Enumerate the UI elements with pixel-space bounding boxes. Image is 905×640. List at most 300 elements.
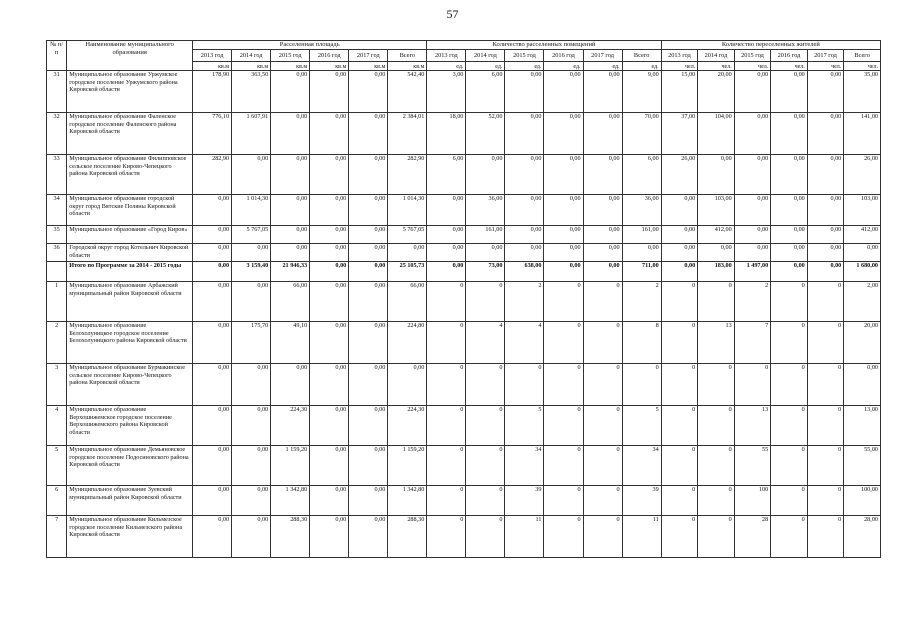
area-cell: 0,00 [310, 226, 349, 244]
header-unit-area: кв.м [310, 62, 349, 71]
residents-cell: 0 [807, 486, 844, 516]
area-cell: 224,30 [388, 406, 427, 446]
rooms-cell: 0,00 [583, 262, 622, 282]
area-cell: 0,00 [349, 406, 388, 446]
rooms-cell: 39 [622, 486, 661, 516]
area-cell: 0,00 [349, 155, 388, 195]
rooms-cell: 0,00 [583, 155, 622, 195]
header-year-rooms: 2014 год [466, 50, 505, 62]
rooms-cell: 638,00 [505, 262, 544, 282]
rooms-cell: 161,00 [622, 226, 661, 244]
residents-cell: 0 [771, 516, 808, 558]
residents-cell: 0 [771, 282, 808, 322]
municipality-name: Муниципальное образование Верхошижемское городское поселение Верхошижемского района Кировской области [67, 406, 193, 446]
area-cell: 1 159,20 [388, 446, 427, 486]
area-cell: 0,00 [193, 322, 232, 364]
rooms-cell: 0,00 [505, 113, 544, 155]
rooms-cell: 0,00 [583, 226, 622, 244]
area-cell: 0,00 [271, 155, 310, 195]
row-number: 34 [47, 195, 67, 226]
header-unit-residents: чел. [771, 62, 808, 71]
rooms-cell: 0 [427, 364, 466, 406]
header-year-area: 2013 год [193, 50, 232, 62]
area-cell: 0,00 [388, 244, 427, 262]
area-cell: 0,00 [349, 262, 388, 282]
residents-cell: 0,00 [771, 155, 808, 195]
area-cell: 0,00 [193, 406, 232, 446]
page-number: 57 [446, 7, 459, 21]
header-year-area: 2017 год [349, 50, 388, 62]
residents-cell: 0,00 [807, 71, 844, 113]
rooms-cell: 4 [466, 322, 505, 364]
table-row [47, 282, 881, 322]
municipality-name: Муниципальное образование Кильмезское городское поселение Кильмезского района Кировской области [67, 516, 193, 558]
rooms-cell: 0 [427, 322, 466, 364]
residents-cell: 412,00 [844, 226, 881, 244]
area-cell: 0,00 [349, 71, 388, 113]
rooms-cell: 0,00 [427, 262, 466, 282]
residents-cell: 100 [734, 486, 771, 516]
table-row [47, 406, 881, 446]
rooms-cell: 0 [505, 364, 544, 406]
rooms-cell: 0 [427, 446, 466, 486]
header-year-rooms: 2013 год [427, 50, 466, 62]
rooms-cell: 0,00 [622, 244, 661, 262]
header-unit-area: кв.м [349, 62, 388, 71]
area-cell: 0,00 [271, 244, 310, 262]
residents-cell: 15,00 [661, 71, 698, 113]
residents-cell: 13 [698, 322, 735, 364]
rooms-cell: 0 [427, 516, 466, 558]
table-row [47, 322, 881, 364]
area-cell: 542,40 [388, 71, 427, 113]
residents-cell: 0,00 [734, 244, 771, 262]
table-row [47, 244, 881, 262]
area-cell: 0,00 [310, 446, 349, 486]
area-cell: 0,00 [349, 364, 388, 406]
area-cell: 175,70 [232, 322, 271, 364]
residents-cell: 0,00 [771, 113, 808, 155]
header-area: Расселенная площадь [193, 41, 427, 50]
municipality-name: Муниципальное образование городской округ город Вятские Поляны Кировской области [67, 195, 193, 226]
row-number: 5 [47, 446, 67, 486]
residents-cell: 0,00 [771, 262, 808, 282]
rooms-cell: 0,00 [544, 71, 583, 113]
residents-cell: 55,00 [844, 446, 881, 486]
area-cell: 0,00 [193, 486, 232, 516]
residents-cell: 13 [734, 406, 771, 446]
area-cell: 0,00 [310, 516, 349, 558]
area-cell: 0,00 [232, 446, 271, 486]
rooms-cell: 0,00 [544, 244, 583, 262]
residents-cell: 0 [698, 446, 735, 486]
residents-cell: 0 [661, 486, 698, 516]
rooms-cell: 0,00 [544, 113, 583, 155]
rooms-cell: 711,00 [622, 262, 661, 282]
table-row [47, 71, 881, 113]
rooms-cell: 0,00 [583, 113, 622, 155]
municipality-name: Муниципальное образование «Город Киров» [67, 226, 193, 244]
rooms-cell: 0 [466, 446, 505, 486]
residents-cell: 0,00 [734, 113, 771, 155]
header-year-residents: 2017 год [807, 50, 844, 62]
header-year-residents: 2013 год [661, 50, 698, 62]
row-number: 31 [47, 71, 67, 113]
area-cell: 0,00 [271, 113, 310, 155]
area-cell: 0,00 [349, 322, 388, 364]
rooms-cell: 0 [466, 282, 505, 322]
rooms-cell: 2 [505, 282, 544, 322]
municipality-name: Городской округ город Котельнич Кировской области [67, 244, 193, 262]
residents-cell: 20,00 [844, 322, 881, 364]
header-no: № п/п [47, 41, 67, 71]
residents-cell: 183,00 [698, 262, 735, 282]
residents-cell: 0 [734, 364, 771, 406]
area-cell: 288,30 [388, 516, 427, 558]
table-row [47, 226, 881, 244]
rooms-cell: 0,00 [466, 155, 505, 195]
header-unit-rooms: ед. [622, 62, 661, 71]
rooms-cell: 0,00 [505, 71, 544, 113]
area-cell: 363,50 [232, 71, 271, 113]
header-year-rooms: 2016 год [544, 50, 583, 62]
residents-cell: 0 [771, 446, 808, 486]
table-row [47, 364, 881, 406]
residents-cell: 0 [807, 364, 844, 406]
area-cell: 1 342,80 [271, 486, 310, 516]
rooms-cell: 9,00 [622, 71, 661, 113]
header-year-area: 2016 год [310, 50, 349, 62]
rooms-cell: 0 [583, 486, 622, 516]
area-cell: 0,00 [232, 282, 271, 322]
residents-cell: 0 [698, 516, 735, 558]
rooms-cell: 0,00 [505, 155, 544, 195]
table-body [47, 71, 881, 558]
residents-cell: 28 [734, 516, 771, 558]
row-number: 35 [47, 226, 67, 244]
rooms-cell: 0 [466, 486, 505, 516]
residents-cell: 1 680,00 [844, 262, 881, 282]
residents-cell: 0,00 [807, 226, 844, 244]
rooms-cell: 0 [583, 446, 622, 486]
area-cell: 224,80 [388, 322, 427, 364]
rooms-cell: 0 [544, 446, 583, 486]
area-cell: 49,10 [271, 322, 310, 364]
rooms-cell: 0 [544, 516, 583, 558]
residents-cell: 0 [807, 446, 844, 486]
rooms-cell: 11 [505, 516, 544, 558]
rooms-cell: 0 [544, 364, 583, 406]
rooms-cell: 39 [505, 486, 544, 516]
row-number: 3 [47, 364, 67, 406]
area-cell: 0,00 [310, 406, 349, 446]
rooms-cell: 8 [622, 322, 661, 364]
rooms-cell: 5 [622, 406, 661, 446]
residents-cell: 141,00 [844, 113, 881, 155]
rooms-cell: 4 [505, 322, 544, 364]
rooms-cell: 0 [583, 364, 622, 406]
rooms-cell: 0,00 [505, 244, 544, 262]
area-cell: 0,00 [193, 262, 232, 282]
residents-cell: 7 [734, 322, 771, 364]
residents-cell: 26,00 [844, 155, 881, 195]
header-unit-area: кв.м [193, 62, 232, 71]
area-cell: 0,00 [310, 486, 349, 516]
rooms-cell: 70,00 [622, 113, 661, 155]
area-cell: 21 946,33 [271, 262, 310, 282]
header-unit-area: кв.м [271, 62, 310, 71]
residents-cell: 20,00 [698, 71, 735, 113]
header-unit-residents: чел. [807, 62, 844, 71]
row-number: 7 [47, 516, 67, 558]
residents-cell: 0,00 [734, 155, 771, 195]
rooms-cell: 0,00 [427, 244, 466, 262]
area-cell: 0,00 [193, 282, 232, 322]
rooms-cell: 0,00 [505, 226, 544, 244]
rooms-cell: 34 [622, 446, 661, 486]
residents-cell: 0,00 [661, 226, 698, 244]
rooms-cell: 0 [583, 406, 622, 446]
table-row [47, 155, 881, 195]
residents-cell: 0 [661, 516, 698, 558]
rooms-cell: 34 [505, 446, 544, 486]
table-row [47, 195, 881, 226]
area-cell: 0,00 [349, 113, 388, 155]
rooms-cell: 161,00 [466, 226, 505, 244]
residents-cell: 100,00 [844, 486, 881, 516]
area-cell: 5 767,05 [232, 226, 271, 244]
rooms-cell: 36,00 [622, 195, 661, 226]
residents-cell: 1 497,00 [734, 262, 771, 282]
area-cell: 0,00 [388, 364, 427, 406]
header-unit-rooms: ед. [505, 62, 544, 71]
residents-cell: 0 [661, 322, 698, 364]
header-year-residents: Всего [844, 50, 881, 62]
area-cell: 0,00 [310, 262, 349, 282]
municipality-name: Итого по Программе за 2014 - 2015 годы [67, 262, 193, 282]
residents-cell: 0 [661, 406, 698, 446]
residents-cell: 0,00 [771, 195, 808, 226]
area-cell: 66,00 [388, 282, 427, 322]
municipality-name: Муниципальное образование Фаленское городское поселение Фаленского района Кировской области [67, 113, 193, 155]
area-cell: 0,00 [349, 486, 388, 516]
area-cell: 0,00 [271, 364, 310, 406]
header-year-residents: 2016 год [771, 50, 808, 62]
rooms-cell: 0 [427, 406, 466, 446]
residents-cell: 0,00 [807, 155, 844, 195]
header-year-rooms: 2017 год [583, 50, 622, 62]
residents-cell: 2,00 [844, 282, 881, 322]
area-cell: 0,00 [310, 244, 349, 262]
residents-cell: 0 [661, 364, 698, 406]
header-year-residents: 2015 год [734, 50, 771, 62]
area-cell: 0,00 [349, 195, 388, 226]
area-cell: 0,00 [349, 226, 388, 244]
residents-cell: 0 [698, 406, 735, 446]
table-row [47, 113, 881, 155]
area-cell: 0,00 [232, 155, 271, 195]
area-cell: 5 767,05 [388, 226, 427, 244]
area-cell: 0,00 [349, 446, 388, 486]
municipality-name: Муниципальное образование Арбажский муниципальный район Кировской области [67, 282, 193, 322]
table-row [47, 446, 881, 486]
area-cell: 0,00 [232, 244, 271, 262]
residents-cell: 0 [771, 322, 808, 364]
area-cell: 1 014,30 [232, 195, 271, 226]
area-cell: 776,10 [193, 113, 232, 155]
residents-cell: 0 [807, 282, 844, 322]
rooms-cell: 0,00 [544, 226, 583, 244]
area-cell: 0,00 [193, 516, 232, 558]
residents-cell: 0,00 [807, 244, 844, 262]
rooms-cell: 0 [622, 364, 661, 406]
table-row [47, 486, 881, 516]
rooms-cell: 0 [583, 322, 622, 364]
rooms-cell: 0,00 [544, 262, 583, 282]
header-unit-area: кв.м [388, 62, 427, 71]
residents-cell: 13,00 [844, 406, 881, 446]
area-cell: 0,00 [193, 244, 232, 262]
residents-cell: 37,00 [661, 113, 698, 155]
area-cell: 0,00 [271, 71, 310, 113]
residents-cell: 103,00 [844, 195, 881, 226]
header-year-residents: 2014 год [698, 50, 735, 62]
residents-cell: 0,00 [807, 262, 844, 282]
rooms-cell: 6,00 [427, 155, 466, 195]
area-cell: 282,90 [388, 155, 427, 195]
resettlement-table [46, 40, 881, 558]
residents-cell: 35,00 [844, 71, 881, 113]
rooms-cell: 0 [544, 486, 583, 516]
area-cell: 0,00 [232, 406, 271, 446]
area-cell: 1 607,91 [232, 113, 271, 155]
rooms-cell: 52,00 [466, 113, 505, 155]
area-cell: 0,00 [349, 244, 388, 262]
area-cell: 0,00 [232, 364, 271, 406]
residents-cell: 0,00 [844, 244, 881, 262]
residents-cell: 0 [698, 486, 735, 516]
rooms-cell: 0 [583, 516, 622, 558]
total-row [47, 262, 881, 282]
residents-cell: 0 [807, 516, 844, 558]
rooms-cell: 6,00 [622, 155, 661, 195]
municipality-name: Муниципальное образование Филипповское сельское поселение Кирово-Чепецкого района Кировской области [67, 155, 193, 195]
residents-cell: 28,00 [844, 516, 881, 558]
area-cell: 25 105,73 [388, 262, 427, 282]
row-number: 4 [47, 406, 67, 446]
residents-cell: 103,00 [698, 195, 735, 226]
rooms-cell: 0,00 [427, 195, 466, 226]
residents-cell: 0,00 [661, 262, 698, 282]
residents-cell: 0 [771, 364, 808, 406]
row-number: 33 [47, 155, 67, 195]
area-cell: 66,00 [271, 282, 310, 322]
header-unit-rooms: ед. [427, 62, 466, 71]
residents-cell: 0 [771, 406, 808, 446]
residents-cell: 0,00 [807, 113, 844, 155]
header-unit-residents: чел. [844, 62, 881, 71]
rooms-cell: 0,00 [583, 71, 622, 113]
residents-cell: 104,00 [698, 113, 735, 155]
area-cell: 282,90 [193, 155, 232, 195]
rooms-cell: 3,00 [427, 71, 466, 113]
residents-cell: 0 [698, 282, 735, 322]
header-name: Наименование муниципального образования [67, 41, 193, 71]
rooms-cell: 0,00 [583, 195, 622, 226]
header-residents: Количество переселенных жителей [661, 41, 880, 50]
rooms-cell: 0 [466, 406, 505, 446]
header-unit-area: кв.м [232, 62, 271, 71]
area-cell: 1 342,80 [388, 486, 427, 516]
residents-cell: 0 [807, 322, 844, 364]
residents-cell: 0,00 [844, 364, 881, 406]
header-unit-rooms: ед. [544, 62, 583, 71]
area-cell: 0,00 [310, 113, 349, 155]
rooms-cell: 2 [622, 282, 661, 322]
area-cell: 1 014,30 [388, 195, 427, 226]
residents-cell: 0,00 [698, 244, 735, 262]
header-unit-rooms: ед. [466, 62, 505, 71]
residents-cell: 0,00 [807, 195, 844, 226]
residents-cell: 0,00 [734, 226, 771, 244]
municipality-name: Муниципальное образование Белохолуницкое городское поселение Белохолуницкого района Кировской области [67, 322, 193, 364]
table-row [47, 516, 881, 558]
header-year-rooms: 2015 год [505, 50, 544, 62]
area-cell: 0,00 [193, 364, 232, 406]
rooms-cell: 0 [466, 516, 505, 558]
rooms-cell: 73,00 [466, 262, 505, 282]
area-cell: 0,00 [310, 322, 349, 364]
area-cell: 0,00 [349, 516, 388, 558]
header-year-area: Всего [388, 50, 427, 62]
header-unit-residents: чел. [661, 62, 698, 71]
residents-cell: 0 [698, 364, 735, 406]
area-cell: 224,30 [271, 406, 310, 446]
rooms-cell: 0 [427, 486, 466, 516]
residents-cell: 0,00 [771, 226, 808, 244]
residents-cell: 0 [771, 486, 808, 516]
row-number [47, 262, 67, 282]
row-number: 1 [47, 282, 67, 322]
header-year-area: 2015 год [271, 50, 310, 62]
rooms-cell: 0,00 [583, 244, 622, 262]
municipality-name: Муниципальное образование Уржумское городское поселение Уржумского района Кировской области [67, 71, 193, 113]
area-cell: 0,00 [232, 516, 271, 558]
residents-cell: 412,00 [698, 226, 735, 244]
municipality-name: Муниципальное образование Демьяновское городское поселение Подосиновского района Кировской области [67, 446, 193, 486]
area-cell: 0,00 [310, 71, 349, 113]
rooms-cell: 0,00 [466, 244, 505, 262]
rooms-cell: 11 [622, 516, 661, 558]
area-cell: 0,00 [193, 226, 232, 244]
area-cell: 288,30 [271, 516, 310, 558]
area-cell: 0,00 [271, 195, 310, 226]
header-unit-residents: чел. [734, 62, 771, 71]
rooms-cell: 0 [544, 406, 583, 446]
residents-cell: 55 [734, 446, 771, 486]
area-cell: 0,00 [310, 364, 349, 406]
rooms-cell: 0 [427, 282, 466, 322]
rooms-cell: 0 [544, 282, 583, 322]
rooms-cell: 0 [544, 322, 583, 364]
residents-cell: 0,00 [661, 244, 698, 262]
rooms-cell: 5 [505, 406, 544, 446]
residents-cell: 26,00 [661, 155, 698, 195]
area-cell: 178,90 [193, 71, 232, 113]
rooms-cell: 0,00 [544, 195, 583, 226]
header-unit-rooms: ед. [583, 62, 622, 71]
area-cell: 0,00 [271, 226, 310, 244]
